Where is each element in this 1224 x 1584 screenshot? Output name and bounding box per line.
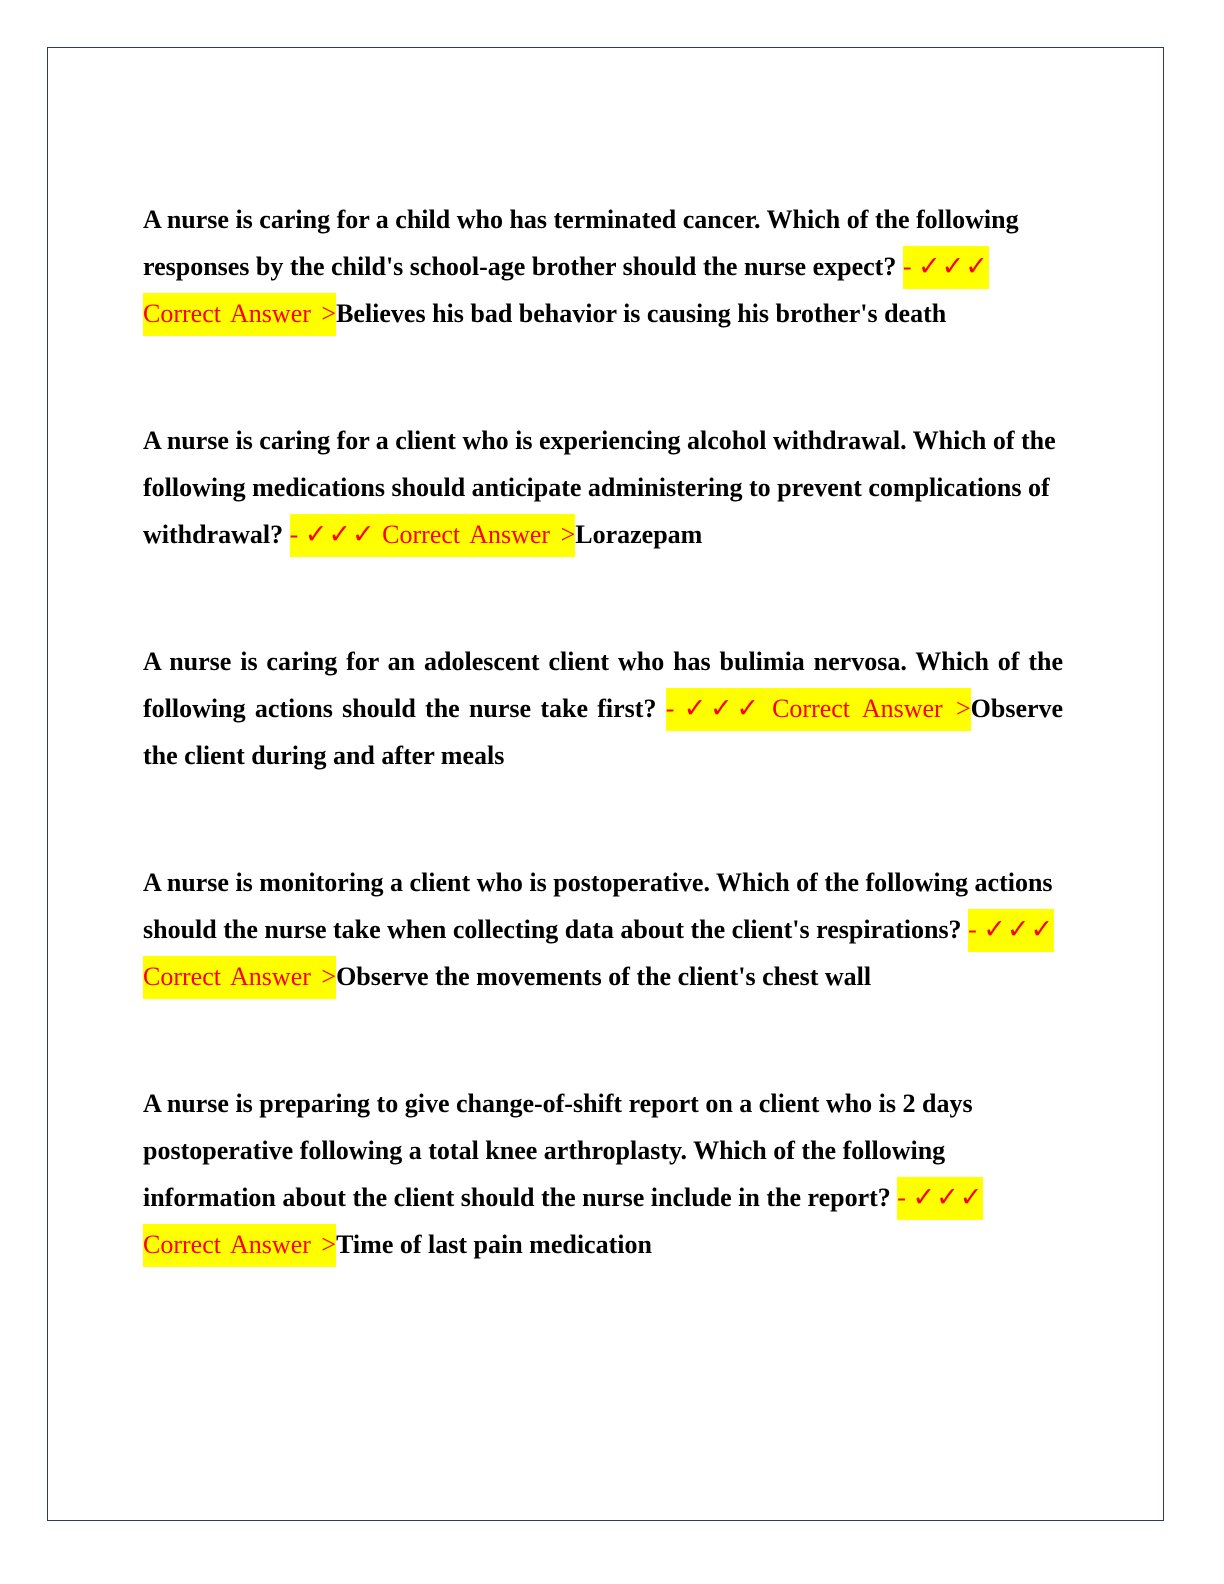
correct-answer-marker: [666, 688, 971, 731]
checkmark-icon: ✓✓✓: [912, 1182, 984, 1213]
checkmark-icon: ✓✓✓: [983, 914, 1055, 945]
correct-answer-marker: [290, 514, 576, 557]
checkmark-icon: ✓✓✓: [918, 251, 989, 282]
correct-answer-label: Correct Answer >: [772, 694, 971, 723]
answer-text: Observe the movements of the client's chest wall: [336, 962, 872, 991]
answer-text: Observe the client during and after meals: [143, 694, 1064, 770]
correct-answer-label: Correct Answer >: [143, 962, 337, 991]
answer-text: Believes his bad behavior is causing his brother's death: [336, 299, 947, 328]
marker-dash: -: [968, 915, 977, 944]
question-text: A nurse is caring for an adolescent client who has bulimia nervosa. Which of the following actions should the nurse take first?: [143, 647, 1063, 723]
qa-item-2: [143, 417, 1063, 558]
question-text: A nurse is caring for a client who is experiencing alcohol withdrawal. Which of the following medications should anticipate administering to prevent complications of withdrawal?: [143, 426, 1056, 549]
checkmark-icon: ✓✓✓: [304, 519, 376, 550]
qa-item-3: [143, 638, 1063, 779]
qa-item-4: [143, 859, 1063, 1000]
answer-text: Lorazepam: [575, 520, 703, 549]
marker-dash: -: [289, 520, 299, 549]
document-content: [143, 196, 1063, 1348]
question-text: A nurse is caring for a child who has terminated cancer. Which of the following responses by the child's school-age brother should the nurse expect?: [143, 205, 1019, 281]
correct-answer-label: Correct Answer >: [143, 1230, 337, 1259]
correct-answer-label: Correct Answer >: [143, 299, 337, 328]
correct-answer-label: Correct Answer >: [382, 520, 576, 549]
checkmark-icon: ✓✓✓: [683, 693, 763, 724]
marker-dash: -: [902, 252, 912, 281]
marker-dash: -: [897, 1183, 906, 1212]
answer-text: Time of last pain medication: [336, 1230, 652, 1259]
question-text: A nurse is preparing to give change-of-shift report on a client who is 2 days postoperative following a total knee arthroplasty. Which of the following information about the client should the nurse include in the report?: [143, 1089, 973, 1212]
question-text: A nurse is monitoring a client who is postoperative. Which of the following actions should the nurse take when collecting data about the client's respirations?: [143, 868, 1053, 944]
marker-dash: -: [665, 694, 675, 723]
qa-item-1: [143, 196, 1063, 337]
qa-item-5: [143, 1080, 1063, 1268]
